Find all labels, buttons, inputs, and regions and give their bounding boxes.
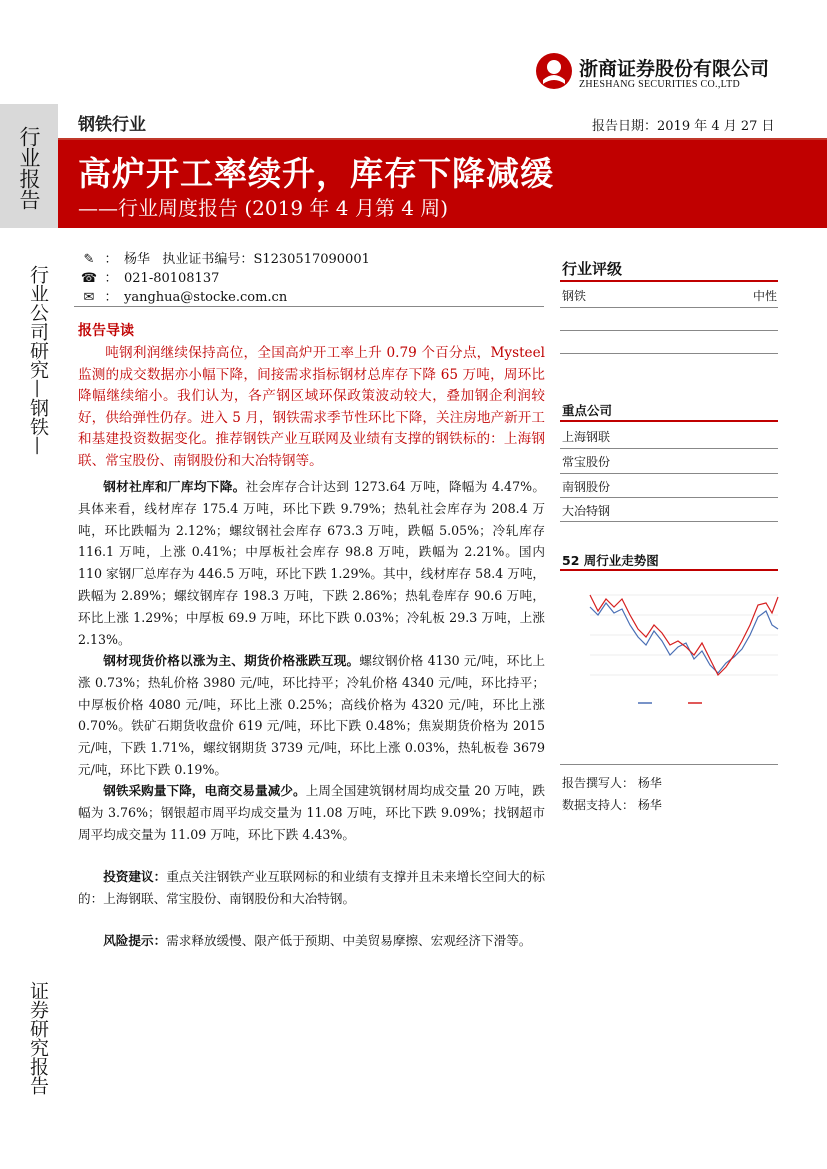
trend-chart [560, 585, 780, 725]
phone-icon: ☎ [80, 271, 98, 286]
divider [560, 764, 778, 765]
company-name-cn: 浙商证券股份有限公司 [579, 58, 770, 80]
paragraph-text: 社会库存合计达到 1273.64 万吨，降幅为 4.47%。具体来看，线材库存 175.4 万吨，环比下跌 9.79%；热轧社会库存为 208.4 万吨，环比跌幅为 2.12%；螺纹钢社会库存 673.3 万吨，跌幅 5.05%；冷轧库存 116.1 万吨，上涨 0.41%；中厚板社会库存 98.8 万吨，跌幅为 2.21%。国内 110 家钢厂总库存为 446.5 万吨，环比下跌 1.29%。其中，线材库存 58.4 万吨，跌幅为 2.89%；螺纹钢库存 198.3 万吨，下跌 2.86%；热轧卷库存 90.6 万吨，环比上涨 1.29%；中厚板 69.9 万吨，环比下跌 0.03%；冷轧板 29.3 万吨，上涨 2.13%。 [78, 479, 546, 647]
paragraph-text: 重点关注钢铁产业互联网标的和业绩有支撑并且未来增长空间大的标的：上海钢联、常宝股份、南钢股份和大冶特钢。 [78, 869, 546, 906]
report-title: 高炉开工率续升，库存下降减缓 [78, 154, 554, 193]
author-line: ✎ ： 杨华 执业证书编号：S1230517090001 [80, 248, 370, 267]
guide-text: 吨钢利润继续保持高位，全国高炉开工率上升 0.79 个百分点，Mysteel 监测的成交数据亦小幅下降，间接需求指标钢材总库存下降 65 万吨，周环比降幅继续缩小。我们认为，各产钢区域环保政策波动较大，叠加钢企利润较好，供给弹性仍存。进入 5 月，钢铁需求季节性环比下降，关注房地产新开工和基建投资数据变化。推荐钢铁产业互联网及业绩有支撑的钢铁标的：上海钢联、常宝股份、南钢股份和大冶特钢等。 [78, 345, 545, 469]
paragraph-lead: 钢材现货价格以涨为主、期货价格涨跌互现。 [103, 653, 360, 668]
paragraph-lead: 钢材社库和厂库均下降。 [103, 479, 246, 494]
report-subtitle: ——行业周度报告 (2019 年 4 月第 4 周) [78, 196, 449, 220]
paragraph-text: 上周全国建筑钢材周均成交量 20 万吨，跌幅为 3.76%；钢银超市周平均成交量为 11.08 万吨，环比下跌 9.09%；找钢超市周平均成交量为 11.09 万吨，环比下跌 4.43%。 [78, 783, 545, 842]
sector-name: 钢铁行业 [78, 115, 146, 135]
divider [560, 330, 778, 331]
divider [560, 497, 778, 498]
divider [560, 420, 778, 422]
paragraph-prices [78, 650, 545, 781]
paragraph-investment [78, 866, 545, 910]
report-date: 报告日期：2019 年 4 月 27 日 [592, 119, 775, 134]
paragraph-lead: 风险提示： [103, 933, 167, 948]
paragraph-text: 需求释放缓慢、限产低于预期、中美贸易摩擦、宏观经济下滑等。 [166, 933, 532, 948]
data-support: 数据支持人： 杨华 [562, 798, 662, 812]
divider [560, 280, 778, 282]
trend-title: 52 周行业走势图 [562, 553, 659, 568]
paragraph-volume [78, 780, 545, 845]
report-writer: 报告撰写人： 杨华 [562, 776, 662, 790]
cert-number: S1230517090001 [253, 252, 370, 267]
rating-sector: 钢铁 [562, 289, 587, 303]
divider [560, 448, 778, 449]
cert-label: 执业证书编号： [162, 252, 254, 267]
key-company: 上海钢联 [562, 430, 611, 444]
rating-value: 中性 [752, 289, 777, 303]
rating-row [562, 287, 777, 304]
company-name-en: ZHESHANG SECURITIES CO.,LTD [579, 79, 741, 90]
side-label-category: 行业公司研究—钢铁— [27, 265, 49, 455]
email-line: ✉ ： yanghua@stocke.com.cn [80, 286, 287, 305]
divider [74, 306, 544, 307]
divider [560, 473, 778, 474]
phone-line: ☎ ： 021-80108137 [80, 271, 220, 286]
rating-title: 行业评级 [562, 260, 623, 278]
key-company: 南钢股份 [562, 480, 611, 494]
paragraph-inventory [78, 476, 545, 650]
key-companies-title: 重点公司 [562, 403, 613, 418]
report-type-label: 行业报告 [17, 126, 41, 210]
email-link[interactable]: yanghua@stocke.com.cn [124, 290, 288, 305]
paragraph-lead: 钢铁采购量下降，电商交易量减少。 [103, 783, 306, 798]
key-company: 常宝股份 [562, 455, 611, 469]
paragraph-text: 螺纹钢价格 4130 元/吨，环比上涨 0.73%；热轧价格 3980 元/吨，环比持平；冷轧价格 4340 元/吨，环比持平；中厚板价格 4080 元/吨，环比上涨 0.25%；高线价格为 4320 元/吨，环比上涨 0.70%。铁矿石期货收盘价 619 元/吨，环比下跌 0.48%；焦炭期货价格为 2015 元/吨，下跌 1.71%，螺纹钢期货 3739 元/吨，环比上涨 0.03%，热轧板卷 3679 元/吨，环比下跌 0.19%。 [78, 653, 546, 777]
divider [560, 569, 778, 571]
divider [560, 307, 778, 308]
key-company: 大冶特钢 [562, 504, 611, 518]
mail-icon: ✉ [83, 290, 95, 305]
guide-title: 报告导读 [78, 323, 134, 339]
paragraph-lead: 投资建议： [103, 869, 167, 884]
pen-icon: ✎ [83, 252, 95, 267]
side-label-report: 证券研究报告 [27, 981, 49, 1095]
paragraph-risk [78, 930, 545, 952]
sector-trend-line [590, 603, 778, 673]
phone-number: 021-80108137 [124, 271, 220, 286]
author-name: 杨华 [124, 252, 151, 267]
company-logo-icon [535, 52, 573, 90]
company-logo [535, 52, 775, 96]
divider [560, 521, 778, 522]
divider [560, 353, 778, 354]
